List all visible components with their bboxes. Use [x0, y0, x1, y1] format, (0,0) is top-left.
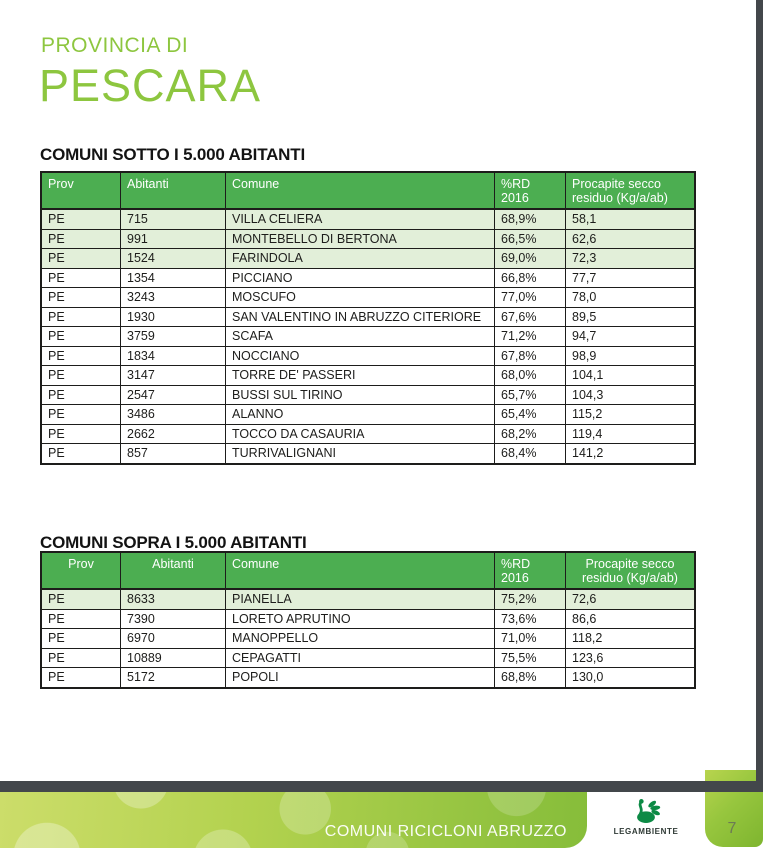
table-cell: 10889 [121, 648, 226, 668]
table-cell: FARINDOLA [226, 249, 495, 269]
table-header [41, 172, 695, 209]
table-cell: LORETO APRUTINO [226, 609, 495, 629]
table-under-5000 [40, 171, 696, 465]
table-cell: 94,7 [566, 327, 696, 347]
table-cell: VILLA CELIERA [226, 209, 495, 229]
table-cell: 67,6% [495, 307, 566, 327]
table-row [41, 648, 695, 668]
table-cell: 3486 [121, 405, 226, 425]
table-cell: 119,4 [566, 424, 696, 444]
table-cell: 8633 [121, 589, 226, 609]
table-cell: 73,6% [495, 609, 566, 629]
table-cell: NOCCIANO [226, 346, 495, 366]
table-row [41, 385, 695, 405]
table-row [41, 327, 695, 347]
table-cell: 65,4% [495, 405, 566, 425]
table-cell: 68,8% [495, 668, 566, 688]
table-cell: PE [41, 589, 121, 609]
table-cell: 1354 [121, 268, 226, 288]
col-header-abitanti: Abitanti [121, 172, 226, 209]
table-cell: PE [41, 346, 121, 366]
table-cell: PE [41, 424, 121, 444]
table-cell: 77,0% [495, 288, 566, 308]
col-header-rd2016: %RD 2016 [495, 552, 566, 589]
table-row [41, 268, 695, 288]
table-cell: MANOPPELLO [226, 629, 495, 649]
table-cell: PE [41, 268, 121, 288]
table-cell: 68,9% [495, 209, 566, 229]
table-row [41, 229, 695, 249]
table-cell: 857 [121, 444, 226, 464]
table-cell: 2662 [121, 424, 226, 444]
col-header-prov: Prov [41, 172, 121, 209]
table-cell: 3759 [121, 327, 226, 347]
table-cell: 98,9 [566, 346, 696, 366]
table-cell: 68,4% [495, 444, 566, 464]
table-cell: 1524 [121, 249, 226, 269]
table-cell: PE [41, 609, 121, 629]
province-label: PROVINCIA DI [41, 34, 189, 57]
table-row [41, 346, 695, 366]
table-header [41, 552, 695, 589]
table-cell: 123,6 [566, 648, 696, 668]
footer-band [0, 792, 587, 848]
table-cell: PIANELLA [226, 589, 495, 609]
table-cell: SAN VALENTINO IN ABRUZZO CITERIORE [226, 307, 495, 327]
table-body [41, 209, 695, 464]
table-cell: 71,0% [495, 629, 566, 649]
table-cell: ALANNO [226, 405, 495, 425]
col-header-procapite: Procapite secco residuo (Kg/a/ab) [566, 552, 696, 589]
table-cell: 3243 [121, 288, 226, 308]
table-cell: PE [41, 288, 121, 308]
table-cell: 75,5% [495, 648, 566, 668]
table-cell: 1834 [121, 346, 226, 366]
table-row [41, 444, 695, 464]
table-cell: PE [41, 629, 121, 649]
col-header-procapite: Procapite secco residuo (Kg/a/ab) [566, 172, 696, 209]
table-cell: 715 [121, 209, 226, 229]
table-row [41, 366, 695, 386]
table-cell: 62,6 [566, 229, 696, 249]
table-cell: PE [41, 444, 121, 464]
table-cell: 68,0% [495, 366, 566, 386]
table-cell: PICCIANO [226, 268, 495, 288]
table-cell: 115,2 [566, 405, 696, 425]
table-cell: 65,7% [495, 385, 566, 405]
table-cell: TURRIVALIGNANI [226, 444, 495, 464]
table-cell: 2547 [121, 385, 226, 405]
table-cell: 68,2% [495, 424, 566, 444]
table-cell: 69,0% [495, 249, 566, 269]
table-cell: 1930 [121, 307, 226, 327]
table-cell: CEPAGATTI [226, 648, 495, 668]
table-cell: PE [41, 327, 121, 347]
table-cell: PE [41, 405, 121, 425]
table-cell: TOCCO DA CASAURIA [226, 424, 495, 444]
table-cell: 75,2% [495, 589, 566, 609]
table-cell: PE [41, 229, 121, 249]
table-cell: 141,2 [566, 444, 696, 464]
table-cell: POPOLI [226, 668, 495, 688]
table-cell: 78,0 [566, 288, 696, 308]
province-name: PESCARA [39, 60, 262, 111]
table-cell: 118,2 [566, 629, 696, 649]
table-header-row [41, 172, 695, 209]
table-cell: PE [41, 648, 121, 668]
table-row [41, 405, 695, 425]
table-row [41, 589, 695, 609]
table-cell: PE [41, 385, 121, 405]
col-header-abitanti: Abitanti [121, 552, 226, 589]
footer-title: COMUNI RICICLONI ABRUZZO [324, 823, 567, 840]
table-cell: PE [41, 209, 121, 229]
col-header-rd2016: %RD 2016 [495, 172, 566, 209]
table-cell: 58,1 [566, 209, 696, 229]
table-cell: PE [41, 366, 121, 386]
table-cell: SCAFA [226, 327, 495, 347]
legambiente-swan-icon [629, 795, 663, 827]
table-cell: MOSCUFO [226, 288, 495, 308]
table-cell: 71,2% [495, 327, 566, 347]
legambiente-logo-box [587, 792, 705, 848]
table-cell: 89,5 [566, 307, 696, 327]
col-header-prov: Prov [41, 552, 121, 589]
table-cell: TORRE DE' PASSERI [226, 366, 495, 386]
table-cell: 5172 [121, 668, 226, 688]
legambiente-logo-text: LEGAMBIENTE [613, 827, 679, 836]
table-cell: 3147 [121, 366, 226, 386]
table-cell: 72,6 [566, 589, 696, 609]
table-row [41, 307, 695, 327]
table-over-5000 [40, 551, 696, 689]
col-header-comune: Comune [226, 172, 495, 209]
table-row [41, 288, 695, 308]
table-row [41, 609, 695, 629]
table-cell: 72,3 [566, 249, 696, 269]
table-row [41, 209, 695, 229]
table-cell: 66,8% [495, 268, 566, 288]
table-cell: 77,7 [566, 268, 696, 288]
table-cell: 991 [121, 229, 226, 249]
table-row [41, 424, 695, 444]
table-cell: MONTEBELLO DI BERTONA [226, 229, 495, 249]
table-row [41, 629, 695, 649]
table-header-row [41, 552, 695, 589]
table-body [41, 589, 695, 688]
table-row [41, 668, 695, 688]
table-cell: PE [41, 249, 121, 269]
table-cell: 86,6 [566, 609, 696, 629]
right-edge-strip [756, 0, 763, 792]
table-cell: 67,8% [495, 346, 566, 366]
table-cell: PE [41, 668, 121, 688]
section-title-over-5000: COMUNI SOPRA I 5.000 ABITANTI [40, 533, 307, 553]
footer-divider-bar [0, 781, 763, 792]
table-cell: 130,0 [566, 668, 696, 688]
table-cell: 104,1 [566, 366, 696, 386]
table-cell: BUSSI SUL TIRINO [226, 385, 495, 405]
table-cell: 6970 [121, 629, 226, 649]
table-cell: 104,3 [566, 385, 696, 405]
page-number: 7 [727, 820, 737, 837]
section-title-under-5000: COMUNI SOTTO I 5.000 ABITANTI [40, 145, 305, 165]
table-cell: 7390 [121, 609, 226, 629]
table-row [41, 249, 695, 269]
col-header-comune: Comune [226, 552, 495, 589]
table-cell: PE [41, 307, 121, 327]
table-cell: 66,5% [495, 229, 566, 249]
